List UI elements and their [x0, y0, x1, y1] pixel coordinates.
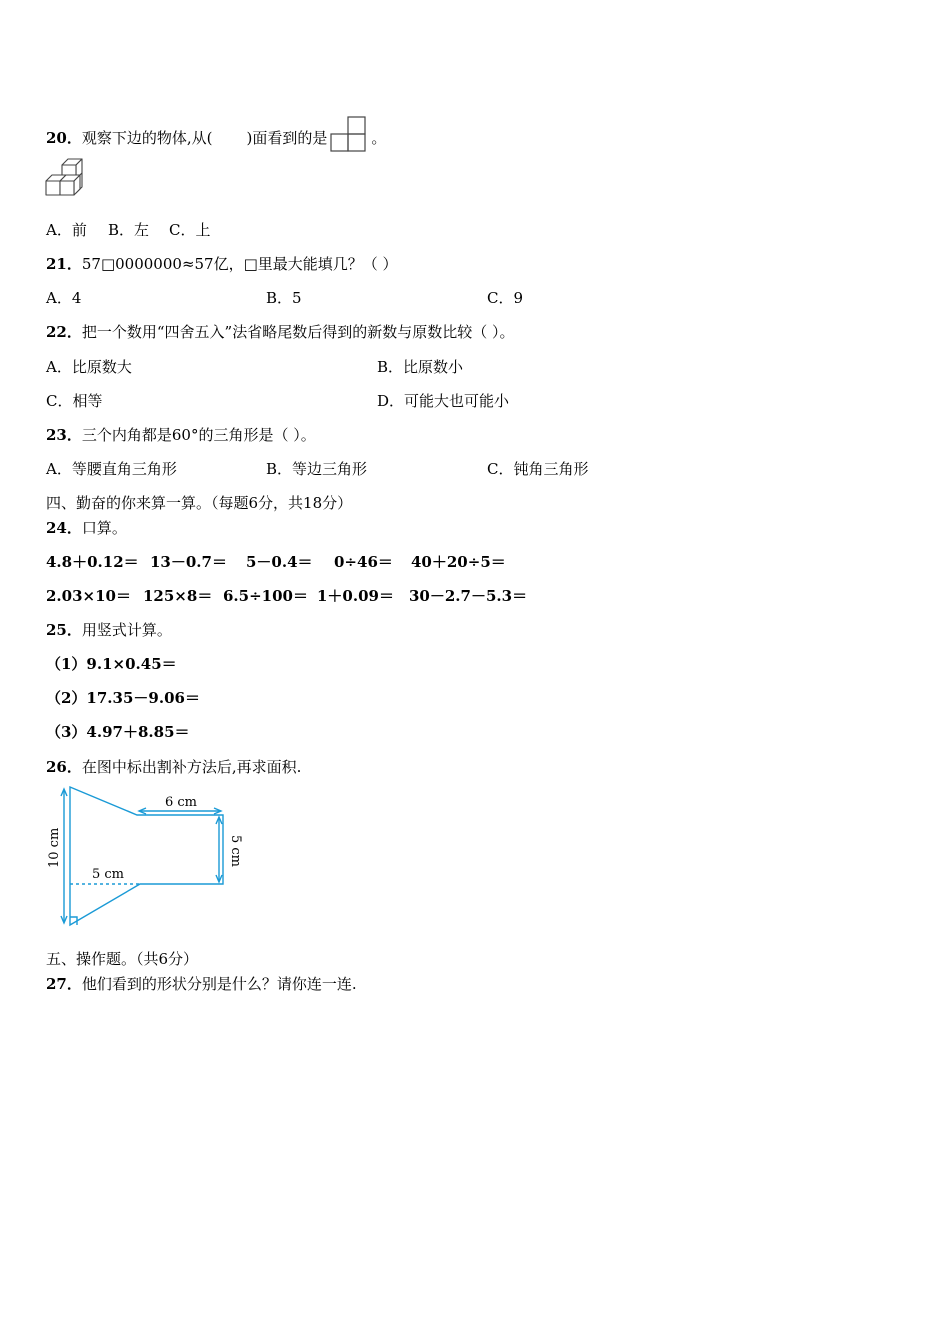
- q21-option-b[interactable]: B．5: [266, 289, 302, 307]
- q21-text: 57□0000000≈57亿，□里最大能填几？（ ）: [81, 255, 398, 273]
- q21-option-c[interactable]: C．9: [487, 289, 524, 307]
- label-left: 10 cm: [47, 827, 62, 868]
- q24-exercise: 0÷46＝: [334, 553, 393, 571]
- q27-text: 他们看到的形状分别是什么？请你连一连.: [81, 975, 357, 993]
- q21-stem: [46, 254, 398, 274]
- section5-title: 五、操作题。（共6分）: [46, 950, 199, 968]
- q25-item: （2）17.35－9.06＝: [46, 689, 200, 707]
- label-top: 6 cm: [165, 795, 198, 810]
- q22-option-d[interactable]: D．可能大也可能小: [377, 392, 510, 410]
- q24-exercise: 2.03×10＝: [46, 587, 131, 605]
- q24-number: 24．: [46, 519, 82, 537]
- q25-item: （3）4.97＋8.85＝: [46, 723, 190, 741]
- q24-exercise: 125×8＝: [143, 587, 213, 605]
- top-view-shape-icon: [329, 115, 369, 153]
- composite-figure: [40, 780, 260, 932]
- q22-option-b[interactable]: B．比原数小: [377, 358, 464, 376]
- label-right: 5 cm: [228, 835, 243, 868]
- q23-option-b[interactable]: B．等边三角形: [266, 460, 368, 478]
- q24-exercise: 13－0.7＝: [150, 553, 227, 571]
- q24-exercise: 6.5÷100＝: [223, 587, 308, 605]
- q22-text: 把一个数用“四舍五入”法省略尾数后得到的新数与原数比较（ ）。: [81, 323, 515, 341]
- q20-number: 20．: [46, 129, 82, 147]
- q23-option-a[interactable]: A．等腰直角三角形: [46, 460, 177, 478]
- q22-stem: [46, 322, 514, 342]
- q27-stem: [46, 974, 357, 994]
- q20-text-c: 。: [371, 129, 387, 147]
- q25-item: （1）9.1×0.45＝: [46, 655, 177, 673]
- q24-exercise: 5－0.4＝: [246, 553, 313, 571]
- q20-stem: [46, 115, 386, 153]
- q20-option-c[interactable]: C．上: [169, 221, 211, 239]
- q20-option-b[interactable]: B．左: [108, 221, 150, 239]
- q26-number: 26．: [46, 758, 82, 776]
- label-inner: 5 cm: [92, 867, 125, 882]
- q23-text: 三个内角都是60°的三角形是（ ）。: [81, 426, 316, 444]
- q25-stem: [46, 620, 172, 640]
- q20-text-a: 观察下边的物体,从(: [81, 129, 213, 147]
- section4-title: 四、勤奋的你来算一算。（每题6分，共18分）: [46, 494, 353, 512]
- q24-exercise: 40＋20÷5＝: [411, 553, 506, 571]
- figure-outline: [70, 787, 223, 925]
- q21-option-a[interactable]: A．4: [46, 289, 82, 307]
- q23-stem: [46, 425, 316, 445]
- q24-exercise: 30－2.7－5.3＝: [409, 587, 528, 605]
- q25-text: 用竖式计算。: [81, 621, 172, 639]
- q26-text: 在图中标出割补方法后,再求面积.: [81, 758, 302, 776]
- q21-number: 21．: [46, 255, 82, 273]
- q27-number: 27．: [46, 975, 82, 993]
- q26-stem: [46, 757, 301, 777]
- q24-exercise: 1＋0.09＝: [317, 587, 394, 605]
- q23-option-c[interactable]: C．钝角三角形: [487, 460, 589, 478]
- q24-exercise: 4.8＋0.12＝: [46, 553, 139, 571]
- q20-option-a[interactable]: A．前: [46, 221, 87, 239]
- q23-number: 23．: [46, 426, 82, 444]
- q22-option-c[interactable]: C．相等: [46, 392, 103, 410]
- q22-number: 22．: [46, 323, 82, 341]
- q24-stem: [46, 518, 127, 538]
- cube-stack-icon: [44, 157, 86, 203]
- q24-text: 口算。: [81, 519, 127, 537]
- q22-option-a[interactable]: A．比原数大: [46, 358, 132, 376]
- q25-number: 25．: [46, 621, 82, 639]
- q20-text-b: )面看到的是: [246, 129, 328, 147]
